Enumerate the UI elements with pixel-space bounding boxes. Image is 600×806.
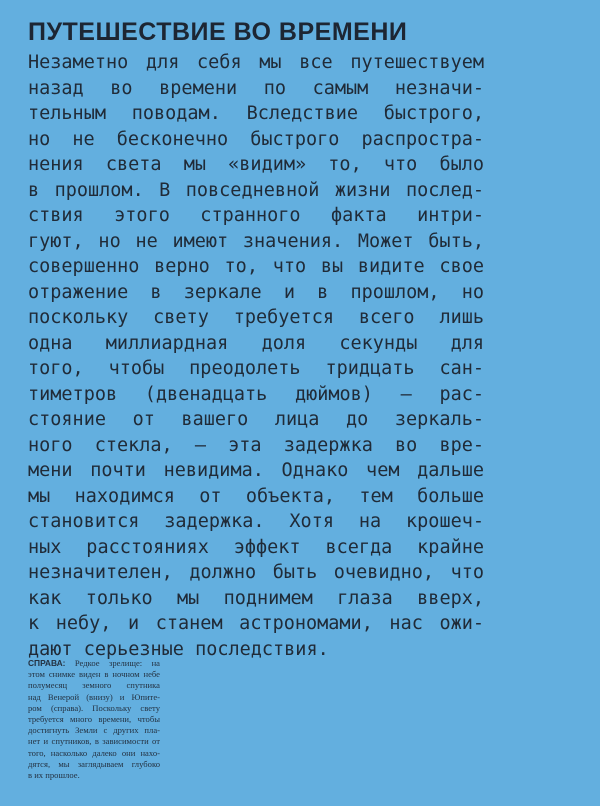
caption-line: того, насколько далеко они нахо- — [28, 747, 160, 758]
body-line: отражение в зеркале и в прошлом, но — [28, 281, 484, 303]
body-line: мени почти невидима. Однако чем дальше — [28, 460, 484, 481]
body-line: тиметров (двенадцать дюймов) – рас- — [28, 383, 484, 405]
body-line: дают серьезные последствия. — [28, 638, 329, 660]
body-line: ного стекла, – эта задержка во вре- — [28, 434, 484, 456]
body-line: ных расстояниях эффект всегда крайне — [28, 536, 484, 558]
body-line: но не бесконечно быстрого распростра- — [28, 128, 484, 150]
body-line: в прошлом. В повседневной жизни послед- — [28, 179, 484, 201]
body-line: того, чтобы преодолеть тридцать сан- — [28, 358, 484, 379]
image-caption — [28, 658, 160, 781]
caption-label: СПРАВА: — [28, 658, 66, 668]
body-line: поскольку свету требуется всего лишь — [28, 307, 484, 328]
caption-line: нет и спутников, в зависимости от — [28, 736, 160, 747]
body-line: совершенно верно то, что вы видите свое — [28, 256, 484, 277]
body-line: как только мы поднимем глаза вверх, — [28, 587, 484, 609]
body-line: тельным поводам. Вследствие быстрого, — [28, 103, 484, 124]
caption-line: над Венерой (внизу) и Юпите- — [28, 691, 160, 702]
body-line: незначителен, должно быть очевидно, что — [28, 562, 484, 583]
body-line: одна миллиардная доля секунды для — [28, 332, 484, 354]
article-title: ПУТЕШЕСТВИЕ ВО ВРЕМЕНИ — [28, 18, 408, 46]
body-line: ствия этого странного факта интри- — [28, 205, 484, 226]
body-line: Незаметно для себя мы все путешествуем — [28, 52, 484, 73]
body-line: назад во времени по самым незначи- — [28, 77, 484, 99]
caption-line: требуется много времени, чтобы — [28, 713, 160, 724]
caption-text: Редкое зрелище: на — [65, 658, 160, 668]
caption-line — [28, 658, 160, 669]
article-body — [28, 50, 588, 662]
body-line: нения света мы «видим» то, что было — [28, 154, 484, 175]
body-line: становится задержка. Хотя на крошеч- — [28, 511, 484, 532]
caption-line: дятся, мы заглядываем глубоко — [28, 758, 160, 769]
body-line: к небу, и станем астрономами, нас ожи- — [28, 613, 484, 634]
body-line: мы находимся от объекта, тем больше — [28, 485, 484, 507]
caption-line: достигнуть Земли с других пла- — [28, 725, 160, 736]
body-line: стояние от вашего лица до зеркаль- — [28, 409, 484, 430]
caption-line: полумесяц земного спутника — [28, 680, 160, 691]
caption-line: в их прошлое. — [28, 769, 80, 780]
caption-line: этом снимке виден в ночном небе — [28, 669, 160, 680]
body-line: гуют, но не имеют значения. Может быть, — [28, 230, 484, 252]
caption-line: ром (справа). Поскольку свету — [28, 702, 160, 713]
